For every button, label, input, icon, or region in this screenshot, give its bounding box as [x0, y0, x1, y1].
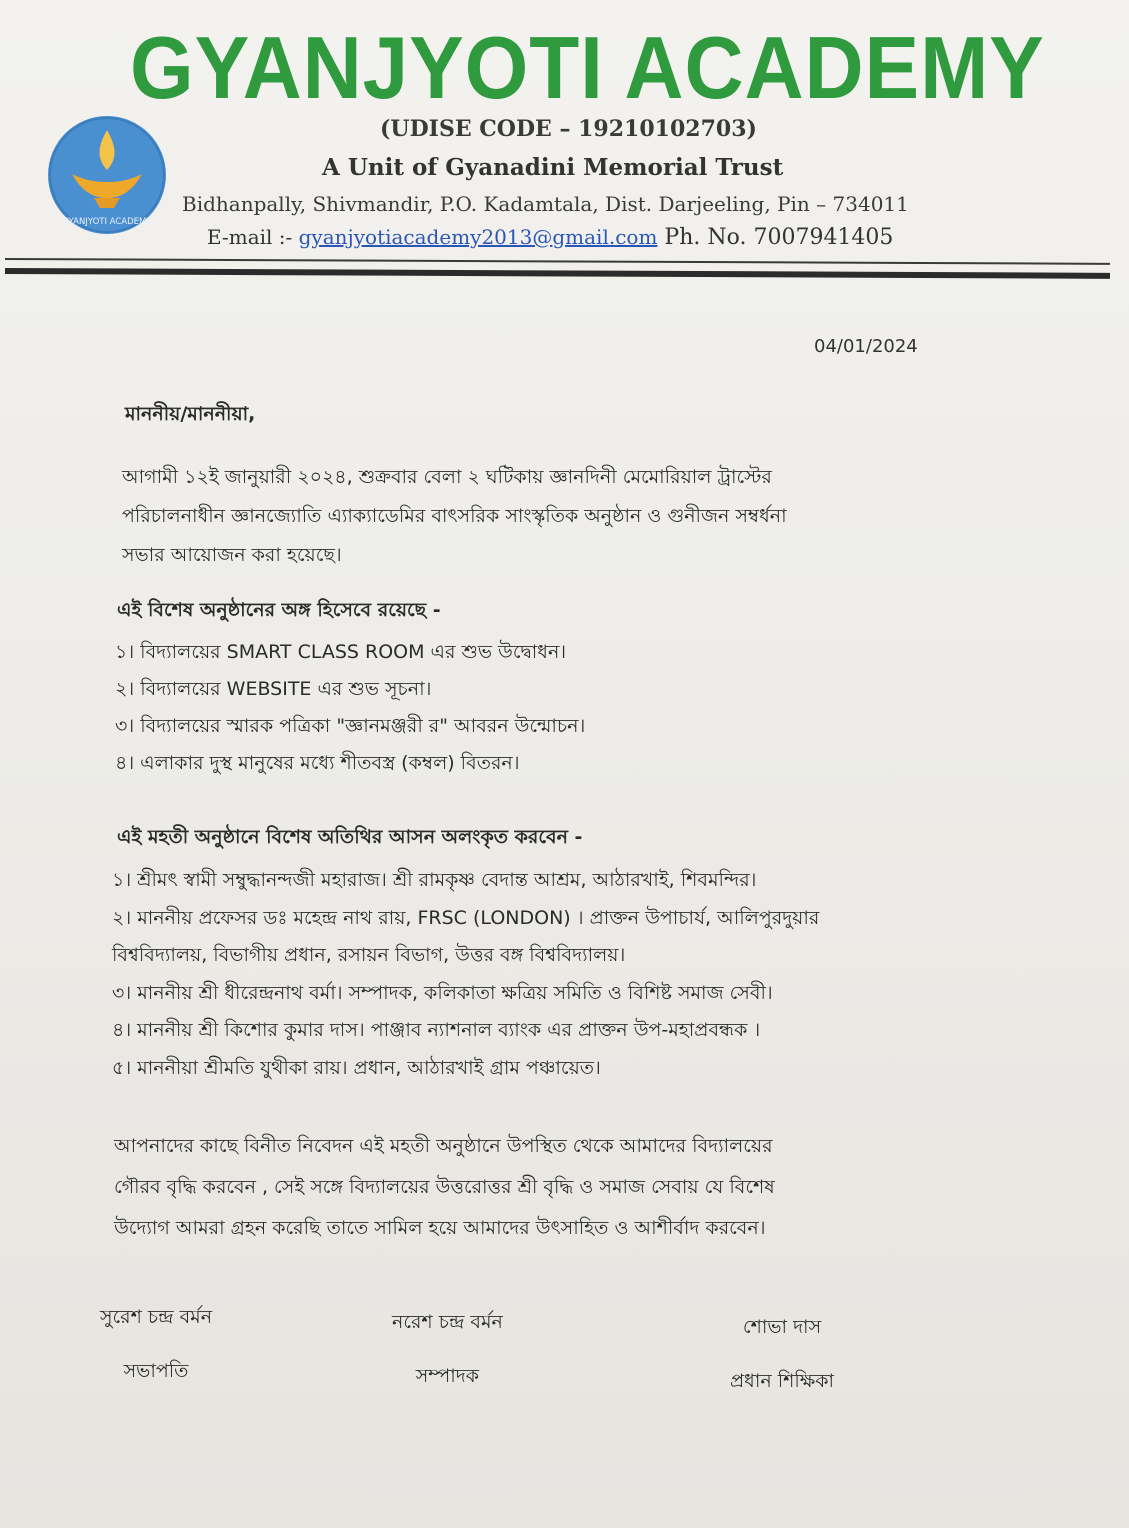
signatory-role: প্রধান শিক্ষিকা	[730, 1370, 835, 1392]
paragraph-line: আগামী ১২ই জানুয়ারী ২০২৪, শুক্রবার বেলা ২ ঘটিকায় জ্ঞানদিনী মেমোরিয়াল ট্রাস্টের	[122, 466, 772, 488]
list-item: ৫। মাননীয়া শ্রীমতি যুথীকা রায়। প্রধান, আঠারখাই গ্রাম পঞ্চায়েত।	[112, 1056, 601, 1079]
signatory-secretary	[392, 1308, 503, 1394]
udise-code: (UDISE CODE – 19210102703)	[380, 116, 757, 142]
signatory-role: সভাপতি	[123, 1360, 189, 1382]
list-item: ১। শ্রীমৎ স্বামী সম্বুদ্ধানন্দজী মহারাজ। শ্রী রামকৃষ্ণ বেদান্ত আশ্রম, আঠারখাই, শিবমন্দির।	[112, 869, 757, 891]
list-item: ৪। মাননীয় শ্রী কিশোর কুমার দাস। পাঞ্জাব ন্যাশনাল ব্যাংক এর প্রাক্তন উপ-মহাপ্রবন্ধক ।	[112, 1019, 761, 1041]
paragraph-line: আপনাদের কাছে বিনীত নিবেদন এই মহতী অনুষ্ঠানে উপস্থিত থেকে আমাদের বিদ্যালয়ের	[114, 1135, 773, 1157]
school-address: Bidhanpally, Shivmandir, P.O. Kadamtala, Dist. Darjeeling, Pin – 734011	[182, 192, 909, 216]
list-item: ২। বিদ্যালয়ের WEBSITE এর শুভ সূচনা।	[115, 678, 432, 700]
svg-text:GYANJYOTI ACADEMY: GYANJYOTI ACADEMY	[62, 217, 152, 227]
list-item: বিশ্ববিদ্যালয়, বিভাগীয় প্রধান, রসায়ন বিভাগ, উত্তর বঙ্গ বিশ্ববিদ্যালয়।	[112, 944, 626, 966]
intro-paragraph	[122, 458, 787, 575]
email-link[interactable]: gyanjyotiacademy2013@gmail.com	[298, 225, 658, 249]
events-heading: এই বিশেষ অনুষ্ঠানের অঙ্গ হিসেবে রয়েছে -	[117, 599, 441, 621]
guests-list	[112, 862, 819, 1087]
signatory-name: সুরেশ চন্দ্র বর্মন	[100, 1306, 213, 1328]
list-item: ৪। এলাকার দুস্থ মানুষের মধ্যে শীতবস্ত্র (কম্বল) বিতরন।	[115, 752, 520, 774]
trust-unit: A Unit of Gyanadini Memorial Trust	[322, 154, 784, 181]
paragraph-line: গৌরব বৃদ্ধি করবেন , সেই সঙ্গে বিদ্যালয়ের উত্তরোত্তর শ্রী বৃদ্ধি ও সমাজ সেবায় যে বিশেষ	[114, 1176, 775, 1198]
list-item: ৩। মাননীয় শ্রী ধীরেন্দ্রনাথ বর্মা। সম্পাদক, কলিকাতা ক্ষত্রিয় সমিতি ও বিশিষ্ট সমাজ সেবী।	[112, 981, 773, 1004]
list-item: ২। মাননীয় প্রফেসর ডঃ মহেন্দ্র নাথ রায়, FRSC (LONDON) । প্রাক্তন উপাচার্য, আলিপুরদুয়ার	[112, 906, 820, 929]
events-list	[115, 634, 585, 782]
signatory-name: শোভা দাস	[742, 1316, 822, 1338]
signatory-name: নরেশ চন্দ্র বর্মন	[392, 1311, 503, 1333]
signatory-role: সম্পাদক	[415, 1365, 480, 1387]
header-divider-thin	[5, 258, 1110, 265]
letter-date: 04/01/2024	[814, 336, 918, 357]
salutation: মাননীয়/মাননীয়া,	[125, 403, 256, 425]
list-item: ৩। বিদ্যালয়ের স্মারক পত্রিকা "জ্ঞানমঞ্জরী র" আবরন উন্মোচন।	[115, 715, 586, 737]
school-name: GYANJYOTI ACADEMY	[130, 18, 1045, 117]
phone-number: Ph. No. 7007941405	[657, 225, 894, 250]
paragraph-line: সভার আয়োজন করা হয়েছে।	[122, 544, 342, 566]
email-label: E-mail :-	[207, 225, 299, 249]
signatory-president	[100, 1303, 212, 1389]
header-divider-thick	[5, 268, 1110, 279]
paragraph-line: পরিচালনাধীন জ্ঞানজ্যোতি এ্যাক্যাডেমির বাৎসরিক সাংস্কৃতিক অনুষ্ঠান ও গুনীজন সম্বর্ধনা	[122, 505, 787, 527]
signatory-headmistress	[730, 1313, 834, 1399]
list-item: ১। বিদ্যালয়ের SMART CLASS ROOM এর শুভ উদ্বোধন।	[115, 641, 567, 663]
guests-heading: এই মহতী অনুষ্ঠানে বিশেষ অতিথির আসন অলংকৃত করবেন -	[117, 826, 583, 848]
paragraph-line: উদ্যোগ আমরা গ্রহন করেছি তাতে সামিল হয়ে আমাদের উৎসাহিত ও আশীর্বাদ করবেন।	[114, 1217, 766, 1239]
contact-line	[207, 225, 893, 250]
school-logo	[48, 116, 166, 234]
closing-paragraph	[114, 1126, 775, 1249]
lamp-logo-icon	[48, 116, 166, 234]
